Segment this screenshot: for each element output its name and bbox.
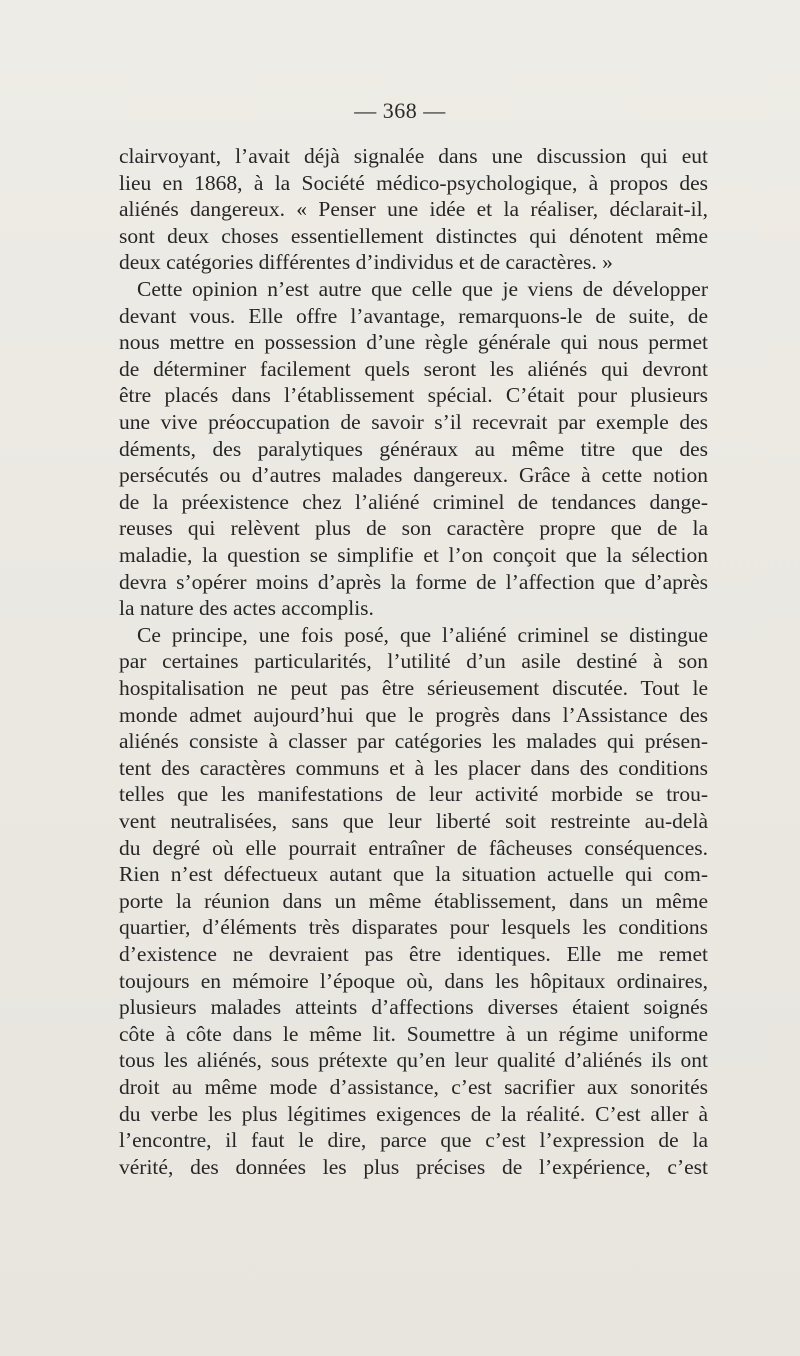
text-line: du degré où elle pourrait entraîner de fâcheuses conséquences. <box>119 835 708 860</box>
page-number: — 368 — <box>354 98 446 123</box>
text-line: être placés dans l’établissement spécial. C’était pour plusieurs <box>119 383 708 408</box>
text-line: toujours en mémoire l’époque où, dans les hôpitaux ordinaires, <box>119 968 708 993</box>
text-line: nous mettre en possession d’une règle générale qui nous permet <box>119 330 708 355</box>
text-line: plusieurs malades atteints d’affections diverses étaient soignés <box>119 995 708 1020</box>
text-line: aliénés dangereux. « Penser une idée et la réaliser, déclarait-il, <box>119 197 708 222</box>
text-line: porte la réunion dans un même établissement, dans un même <box>119 888 708 913</box>
text-line: une vive préoccupation de savoir s’il recevrait par exemple des <box>119 410 708 434</box>
text-line: tent des caractères communs et à les placer dans des conditions <box>119 755 708 780</box>
text-line: lieu en 1868, à la Société médico-psychologique, à propos des <box>119 170 708 195</box>
text-line: tous les aliénés, sous prétexte qu’en leur qualité d’aliénés ils ont <box>119 1048 708 1073</box>
text-line: deux catégories différentes d’individus et de caractères. » <box>119 250 613 275</box>
text-line: persécutés ou d’autres malades dangereux. Grâce à cette notion <box>119 463 708 488</box>
text-line: hospitalisation ne peut pas être sérieusement discutée. Tout le <box>119 676 708 700</box>
text-line: vent neutralisées, sans que leur liberté soit restreinte au-delà <box>119 809 708 833</box>
text-line: déments, des paralytiques généraux au même titre que des <box>119 436 708 461</box>
text-line: monde admet aujourd’hui que le progrès dans l’Assistance des <box>119 702 708 727</box>
text-line: telles que les manifestations de leur activité morbide se trou- <box>119 782 708 807</box>
text-line: clairvoyant, l’avait déjà signalée dans une discussion qui eut <box>119 144 708 168</box>
text-line: de déterminer facilement quels seront les aliénés qui devront <box>119 356 708 381</box>
text-line: devra s’opérer moins d’après la forme de l’affection que d’après <box>119 569 708 594</box>
text-line: sont deux choses essentiellement distinctes qui dénotent même <box>119 223 708 248</box>
text-line: par certaines particularités, l’utilité d’un asile destiné à son <box>119 649 708 674</box>
text-line: la nature des actes accomplis. <box>119 596 374 621</box>
text-line: du verbe les plus légitimes exigences de la réalité. C’est aller à <box>119 1101 708 1126</box>
text-line: vérité, des données les plus précises de l’expérience, c’est <box>119 1154 708 1179</box>
text-line: quartier, d’éléments très disparates pour lesquels les conditions <box>119 915 708 940</box>
text-line: droit au même mode d’assistance, c’est sacrifier aux sonorités <box>119 1075 708 1099</box>
text-line: maladie, la question se simplifie et l’on conçoit que la sélection <box>119 543 708 567</box>
text-line: Ce principe, une fois posé, que l’aliéné criminel se distingue <box>137 622 708 647</box>
text-line: Cette opinion n’est autre que celle que je viens de développer <box>137 277 708 301</box>
text-line: d’existence ne devraient pas être identiques. Elle me remet <box>119 942 708 966</box>
text-line: de la préexistence chez l’aliéné criminel de tendances dange- <box>119 489 708 514</box>
text-line: aliénés consiste à classer par catégories les malades qui présen- <box>119 729 708 754</box>
text-line: reuses qui relèvent plus de son caractère propre que de la <box>119 516 708 541</box>
text-line: devant vous. Elle offre l’avantage, remarquons-le de suite, de <box>119 303 708 328</box>
text-line: l’encontre, il faut le dire, parce que c’est l’expression de la <box>119 1128 708 1153</box>
text-line: Rien n’est défectueux autant que la situation actuelle qui com- <box>119 862 708 887</box>
text-line: côte à côte dans le même lit. Soumettre à un régime uniforme <box>119 1021 708 1046</box>
